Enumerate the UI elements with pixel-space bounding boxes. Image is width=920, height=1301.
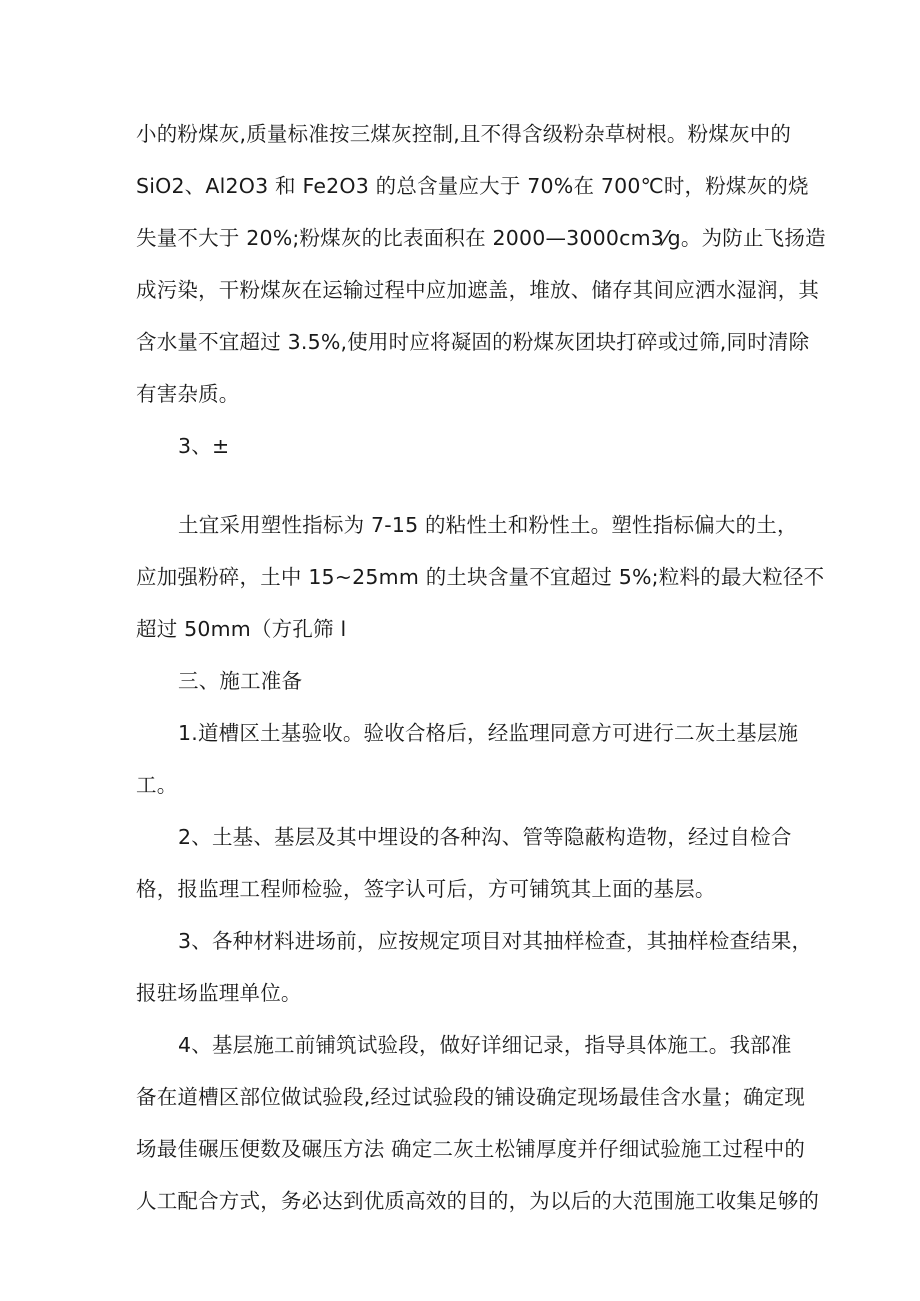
text-line: 人工配合方式，务必达到优质高效的目的，为以后的大范围施工收集足够的 [136,1189,820,1213]
text-line: 格，报监理工程师检验，签字认可后，方可铺筑其上面的基层。 [136,877,716,901]
text-line: 失量不大于 20%;粉煤灰的比表面积在 2000—3000cm3⁄g。为防止飞扬造 [136,226,826,250]
text-line: 超过 50mm（方孔筛 l [136,617,347,641]
text-line: 含水量不宜超过 3.5%,使用时应将凝固的粉煤灰团块打碎或过筛,同时清除 [136,330,810,354]
text-line: SiO2、Al2O3 和 Fe2O3 的总含量应大于 70%在 700℃时，粉煤灰的烧 [136,174,809,198]
text-line: 4、基层施工前铺筑试验段，做好详细记录，指导具体施工。我部准 [178,1033,792,1057]
text-line: 2、土基、基层及其中埋设的各种沟、管等隐蔽构造物，经过自检合 [178,825,792,849]
text-line: 备在道槽区部位做试验段,经过试验段的铺设确定现场最佳含水量；确定现 [136,1085,806,1109]
text-line: 报驻场监理单位。 [136,981,302,1005]
text-line: 工。 [136,773,178,797]
text-line: 成污染，干粉煤灰在运输过程中应加遮盖，堆放、储存其间应洒水湿润，其 [136,278,820,302]
text-line: 土宜采用塑性指标为 7-15 的粘性土和粉性土。塑性指标偏大的土， [178,513,798,537]
text-line: 1.道槽区土基验收。验收合格后，经监理同意方可进行二灰土基层施 [178,721,799,745]
text-line: 场最佳碾压便数及碾压方法 确定二灰土松铺厚度并仔细试验施工过程中的 [136,1137,806,1161]
text-line: 小的粉煤灰,质量标准按三煤灰控制,且不得含级粉杂草树根。粉煤灰中的 [136,122,792,146]
text-line: 应加强粉碎，土中 15~25mm 的土块含量不宜超过 5%;粒料的最大粒径不 [136,565,825,589]
text-line: 3、± [178,434,230,458]
text-line: 3、各种材料进场前，应按规定项目对其抽样检查，其抽样检查结果， [178,929,813,953]
section-heading: 三、施工准备 [178,669,303,693]
text-line: 有害杂质。 [136,382,240,406]
